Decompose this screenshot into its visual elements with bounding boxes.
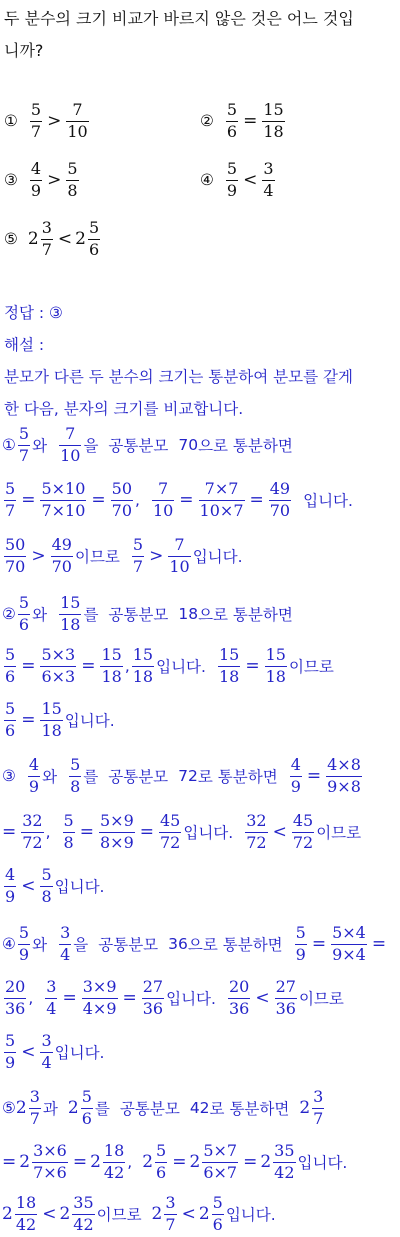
- explanation-label: 해설 :: [4, 336, 45, 354]
- step4-content: ④ $\frac{5}{9}$ 와 $\frac{3}{4}$ 을 공통분모 36 으로 통분하면 $\frac{5}{9}$ = $\frac{5\times 4}{9\times 4}$ =: [2, 923, 387, 964]
- choice-3-mark: ③: [4, 171, 18, 189]
- choice-1-lhs: $\frac{5}{7}$: [30, 100, 42, 141]
- question-line-2: [0, 36, 400, 62]
- explanation-label-line: [0, 332, 400, 356]
- question-text-1: 두 분수의 크기 비교가 바르지 않은 것은 어느 것입: [4, 8, 354, 28]
- choice-3-lhs: $\frac{4}{9}$: [30, 159, 42, 200]
- choice-3-rhs: $\frac{5}{8}$: [67, 159, 78, 200]
- step2-conclusion: [0, 694, 400, 746]
- choice-1-op: >: [47, 111, 62, 131]
- step1-conclusion-content: $\frac{50}{70}$ > $\frac{49}{70}$ 이므로 $\frac{5}{7}$ > $\frac{7}{10}$ 입니다.: [5, 535, 243, 576]
- step5-calc: [0, 1136, 400, 1188]
- step4-calc: [0, 972, 400, 1024]
- choice-4[interactable]: [200, 157, 277, 203]
- step3-calc-content: = $\frac{32}{72}$ , $\frac{5}{8}$ = $\frac{5\times 9}{8\times 9}$ = $\frac{45}{72}$ 입니다. $\frac{32}{72}$ < $\frac{45}{72}$ 이므로: [2, 811, 362, 852]
- step5-conclusion: [0, 1188, 400, 1237]
- choice-4-op: <: [243, 170, 258, 190]
- choice-4-rhs: $\frac{3}{4}$: [263, 159, 274, 200]
- step1-content: ① $\frac{5}{7}$ 와 $\frac{7}{10}$ 을 공통분모 70 으로 통분하면: [2, 424, 293, 465]
- step4-line: [0, 918, 400, 970]
- choice-5-rhs: $\frac{5}{6}$: [89, 218, 100, 259]
- choices-row-3: [0, 216, 400, 262]
- step3-calc: [0, 806, 400, 858]
- choice-2[interactable]: [200, 98, 287, 144]
- choice-5-rhs-whole: 2: [75, 229, 86, 249]
- step4-calc-content: $\frac{20}{36}$ , $\frac{3}{4}$ = $\frac{3\times 9}{4\times 9}$ = $\frac{27}{36}$ 입니다. $\frac{20}{36}$ < $\frac{27}{36}$ 이므로: [5, 977, 344, 1018]
- choice-4-lhs: $\frac{5}{9}$: [226, 159, 238, 200]
- step4-conclusion: [0, 1026, 400, 1078]
- step4-conclusion-content: $\frac{5}{9}$ < $\frac{3}{4}$ 입니다.: [5, 1031, 105, 1072]
- choice-5-lhs-whole: 2: [27, 229, 39, 249]
- choice-5[interactable]: [4, 216, 102, 262]
- choice-5-mark: ⑤: [4, 230, 18, 248]
- choice-5-lhs: $\frac{3}{7}$: [41, 218, 52, 259]
- step1-line: [0, 420, 400, 470]
- choice-4-mark: ④: [200, 171, 214, 189]
- choice-3-op: >: [47, 170, 62, 190]
- step2-content: ② $\frac{5}{6}$ 와 $\frac{15}{18}$ 를 공통분모 18 으로 통분하면: [2, 593, 293, 634]
- step5-conclusion-content: 2 $\frac{18}{42}$ < 2 $\frac{35}{42}$ 이므로 2 $\frac{3}{7}$ < 2 $\frac{5}{6}$ 입니다.: [2, 1193, 276, 1234]
- step3-conclusion-content: $\frac{4}{9}$ < $\frac{5}{8}$ 입니다.: [5, 865, 105, 906]
- step2-line: [0, 588, 400, 640]
- step1-conclusion: [0, 530, 400, 582]
- step1-calc: [0, 474, 400, 526]
- choice-1-mark: ①: [4, 112, 18, 130]
- explanation-intro-text-2: 한 다음, 분자의 크기를 비교합니다.: [4, 400, 244, 418]
- answer-label: 정답 : ③: [4, 304, 63, 322]
- step3-conclusion: [0, 860, 400, 912]
- step5-content: ⑤ 2 $\frac{3}{7}$ 과 2 $\frac{5}{6}$ 를 공통분모 42 로 통분하면 2 $\frac{3}{7}$: [2, 1087, 324, 1128]
- choice-3[interactable]: [4, 157, 81, 203]
- explanation-intro-1: [0, 364, 400, 388]
- step2-conclusion-content: $\frac{5}{6}$ = $\frac{15}{18}$ 입니다.: [5, 699, 115, 740]
- step5-calc-content: = 2 $\frac{3\times 6}{7\times 6}$ = 2 $\frac{18}{42}$ , 2 $\frac{5}{6}$ = 2 $\frac{5\times 7}{6\times 7}$ = 2 $\frac{35}{42}$ 입니다.: [2, 1141, 348, 1182]
- explanation-intro-2: [0, 396, 400, 420]
- step1-calc-content: $\frac{5}{7}$ = $\frac{5\times 10}{7\times 10}$ = $\frac{50}{70}$ , $\frac{7}{10}$ = $\frac{7\times 7}{10\times 7}$ = $\frac{49}{70}$ 입니다.: [5, 479, 353, 520]
- step3-content: ③ $\frac{4}{9}$ 와 $\frac{5}{8}$ 를 공통분모 72 로 통분하면 $\frac{4}{9}$ = $\frac{4\times 8}{9\times 8}$: [2, 755, 361, 796]
- question-text-2: 니까?: [4, 40, 44, 60]
- choice-2-mark: ②: [200, 112, 214, 130]
- choice-2-op: =: [243, 111, 258, 131]
- choice-1[interactable]: [4, 98, 91, 144]
- choices-row-1: [0, 98, 400, 144]
- question-line-1: [0, 4, 400, 30]
- choice-2-rhs: $\frac{15}{18}$: [263, 100, 284, 141]
- step3-line: [0, 750, 400, 802]
- choice-2-lhs: $\frac{5}{6}$: [226, 100, 238, 141]
- choice-1-rhs: $\frac{7}{10}$: [67, 100, 88, 141]
- step5-line: [0, 1082, 400, 1134]
- choice-5-op: <: [57, 229, 73, 249]
- step2-calc: [0, 640, 400, 692]
- step2-calc-content: $\frac{5}{6}$ = $\frac{5\times 3}{6\times 3}$ = $\frac{15}{18}$ , $\frac{15}{18}$ 입니다. $\frac{15}{18}$ = $\frac{15}{18}$ 이므로: [5, 645, 334, 686]
- answer-line: [0, 300, 400, 324]
- choices-row-2: [0, 157, 400, 203]
- explanation-intro-text-1: 분모가 다른 두 분수의 크기는 통분하여 분모를 같게: [4, 368, 353, 386]
